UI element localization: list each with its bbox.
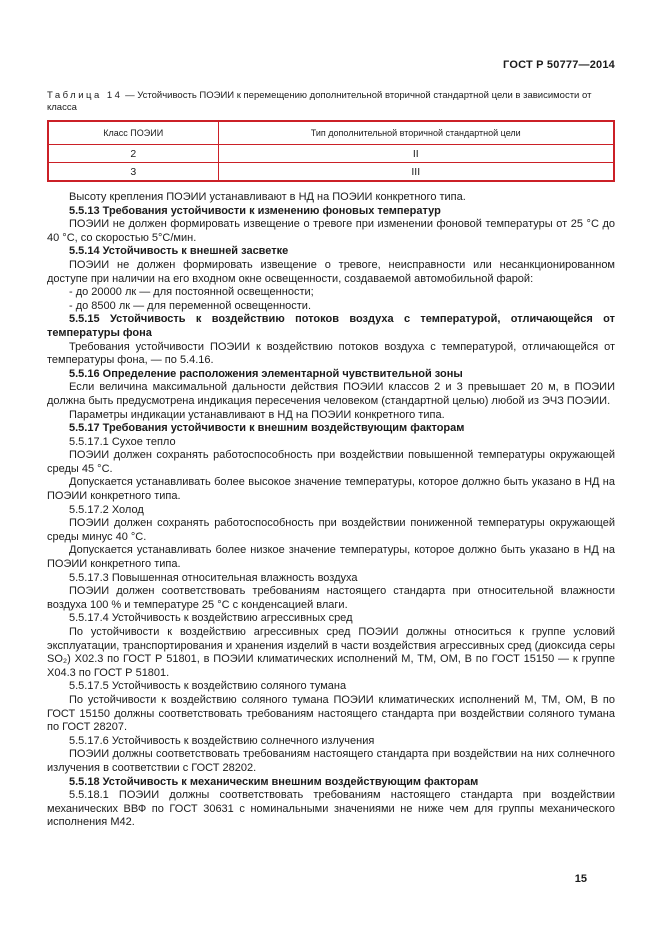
section-heading: 5.5.16 Определение расположения элементарной чувствительной зоны <box>69 367 463 380</box>
section-heading: 5.5.14 Устойчивость к внешней засветке <box>69 245 289 258</box>
target-class-table <box>47 120 615 182</box>
section-heading: 5.5.18 Устойчивость к механическим внешним воздействующим факторам <box>69 775 479 788</box>
paragraph: ПОЭИИ должны соответствовать требованиям настоящего стандарта при воздействии на них солнечного излучения в соответствии с ГОСТ 28202. <box>47 748 615 774</box>
paragraph: Требования устойчивости ПОЭИИ к воздействию потоков воздуха с температурой, отличающейся от температуры фона, — по 5.4.16. <box>47 340 615 367</box>
paragraph: 5.5.17.5 Устойчивость к воздействию соляного тумана <box>69 680 347 693</box>
table-row <box>48 145 614 163</box>
paragraph: - до 20000 лк — для постоянной освещенности; <box>69 286 314 299</box>
paragraph: ПОЭИИ должен сохранять работоспособность при воздействии пониженной температуры окружающей среды минус 40 °С. <box>47 517 615 543</box>
paragraph: Высоту крепления ПОЭИИ устанавливают в НД на ПОЭИИ конкретного типа. <box>69 191 466 203</box>
table-cell: 2 <box>48 145 218 163</box>
paragraph: Параметры индикации устанавливают в НД на ПОЭИИ конкретного типа. <box>69 408 445 421</box>
section-heading: 5.5.17 Требования устойчивости к внешним воздействующим факторам <box>69 422 465 435</box>
doc-code-header: ГОСТ Р 50777—2014 <box>503 59 615 71</box>
paragraph: ПОЭИИ не должен формировать извещение о тревоге при изменении фоновой температуры от 25 °С до 40 °С, со скоростью 5°С/мин. <box>47 218 615 244</box>
paragraph: 5.5.17.4 Устойчивость к воздействию агрессивных сред <box>69 612 353 625</box>
paragraph: 5.5.17.3 Повышенная относительная влажность воздуха <box>69 571 358 584</box>
table-row <box>48 163 614 182</box>
table-header-row <box>48 121 614 145</box>
table-cell: III <box>218 163 614 182</box>
paragraph: По устойчивости к воздействию соляного тумана ПОЭИИ климатических исполнений М, ТМ, ОМ, В по ГОСТ 15150 должны соответствовать требованиям настоящего стандарта при воздействии соляного тумана по ГОСТ 28207. <box>47 693 615 734</box>
table-caption-label: Таблица 14 <box>47 90 123 101</box>
paragraph: По устойчивости к воздействию агрессивных сред ПОЭИИ должны относиться к группе условий эксплуатации, транспортирования и хранения изделий в части воздействия агрессивных сред (диоксида серы SO₂) Х02.3 по ГОСТ Р 51801, в ПОЭИИ климатических исполнений М, ТМ, ОМ, В по ГОСТ 15150 — к группе Х04.3 по ГОСТ Р 51801. <box>47 626 615 679</box>
table-caption-text: — Устойчивость ПОЭИИ к перемещению дополнительной вторичной стандартной цели в зависимости от класса <box>47 90 592 113</box>
paragraph: Допускается устанавливать более низкое значение температуры, которое должно быть указано в НД на ПОЭИИ конкретного типа. <box>47 544 615 571</box>
section-heading: 5.5.15 Устойчивость к воздействию потоков воздуха с температурой, отличающейся от температуры фона <box>47 313 615 339</box>
paragraph: 5.5.17.6 Устойчивость к воздействию солнечного излучения <box>69 734 375 747</box>
paragraph: 5.5.17.1 Сухое тепло <box>69 435 176 448</box>
paragraph: ПОЭИИ должен сохранять работоспособность при воздействии повышенной температуры окружающей среды 45 °С. <box>47 449 615 475</box>
paragraph: ПОЭИИ не должен формировать извещение о тревоге, неисправности или несанкционированном доступе при наличии на его входном окне освещенности, создаваемой автомобильной фарой: <box>47 258 615 285</box>
table-caption <box>47 90 615 113</box>
table-cell: 3 <box>48 163 218 182</box>
table-header-cell: Класс ПОЭИИ <box>48 121 218 145</box>
paragraph: Допускается устанавливать более высокое значение температуры, которое должно быть указано в НД на ПОЭИИ конкретного типа. <box>47 476 615 503</box>
paragraph: 5.5.17.2 Холод <box>69 503 144 516</box>
paragraph: - до 8500 лк — для переменной освещенности. <box>69 299 311 312</box>
table-cell: II <box>218 145 614 163</box>
table-header-cell: Тип дополнительной вторичной стандартной цели <box>218 121 614 145</box>
paragraph: 5.5.18.1 ПОЭИИ должны соответствовать требованиям настоящего стандарта при воздействии механических ВВФ по ГОСТ 30631 с номинальными значениями не ниже чем для группы механического исполнения М42. <box>47 789 615 829</box>
section-heading: 5.5.13 Требования устойчивости к изменению фоновых температур <box>69 204 441 217</box>
paragraph: Если величина максимальной дальности действия ПОЭИИ классов 2 и 3 превышает 20 м, в ПОЭИИ должна быть предусмотрена индикация пересечения человеком (стандартной целью) любой из ЭЧЗ ПОЭИИ. <box>47 381 615 407</box>
paragraph: ПОЭИИ должен соответствовать требованиям настоящего стандарта при относительной влажности воздуха 100 % и температуре 25 °С с конденсацией влаги. <box>47 585 615 611</box>
document-body <box>47 191 615 830</box>
page-number: 15 <box>574 873 587 885</box>
